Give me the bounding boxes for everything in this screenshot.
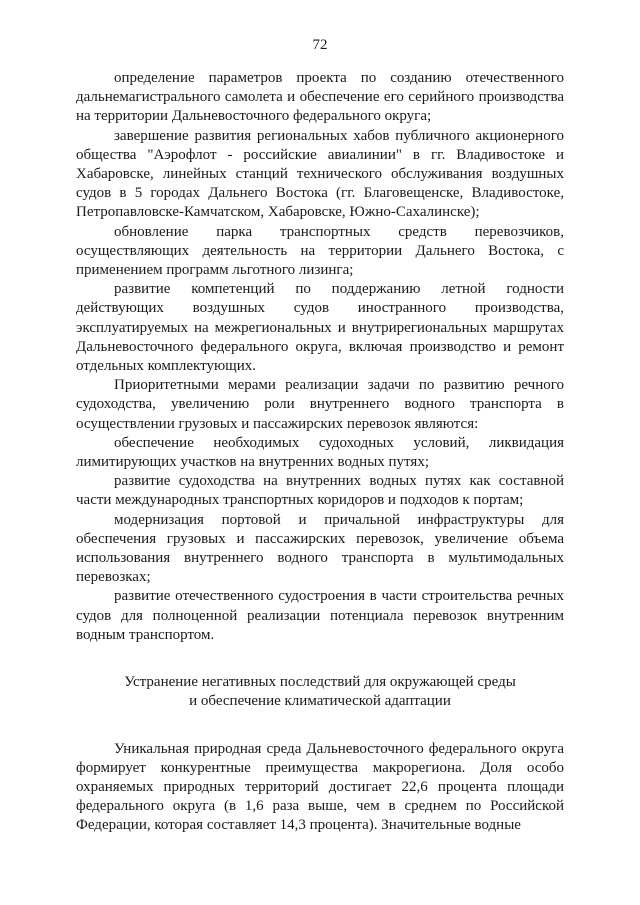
- paragraph: развитие отечественного судостроения в части строительства речных судов для полноценной реализации потенциала перевозок внутренним водным транспортом.: [76, 588, 564, 643]
- section-heading-line: и обеспечение климатической адаптации: [189, 693, 451, 710]
- paragraph: развитие компетенций по поддержанию летной годности действующих воздушных судов иностранного производства, эксплуатируемых на межрегиональных и внутрирегиональных маршрутах Дальневосточного федерального округа, включая производство и ремонт отдельных комплектующих.: [76, 281, 564, 375]
- paragraph: Уникальная природная среда Дальневосточного федерального округа формирует конкурентные преимущества макрорегиона. Доля особо охраняемых природных территорий достигает 22,6 процента площади федерального округа (в 1,6 раза выше, чем в среднем по Российской Федерации, которая составляет 14,3 процента). Значительные водные: [76, 740, 564, 834]
- document-body: [76, 69, 564, 836]
- paragraph: завершение развития региональных хабов публичного акционерного общества "Аэрофлот - российские авиалинии" в гг. Владивостоке и Хабаровске, линейных станций технического обслуживания воздушных судов в 5 городах Дальнего Востока (гг. Благовещенске, Владивостоке, Петропавловске-Камчатском, Хабаровске, Южно-Сахалинске);: [76, 127, 564, 221]
- paragraph: модернизация портовой и причальной инфраструктуры для обеспечения грузовых и пассажирских перевозок, увеличение объема использования внутреннего водного транспорта в мультимодальных перевозках;: [76, 511, 564, 586]
- paragraph: обновление парка транспортных средств перевозчиков, осуществляющих деятельность на территории Дальнего Востока, с применением программ льготного лизинга;: [76, 223, 564, 279]
- paragraph: определение параметров проекта по созданию отечественного дальнемагистрального самолета и обеспечение его серийного производства на территории Дальневосточного федерального округа;: [76, 70, 564, 125]
- paragraph: обеспечение необходимых судоходных условий, ликвидация лимитирующих участков на внутренних водных путях;: [76, 434, 564, 471]
- paragraph: развитие судоходства на внутренних водных путях как составной части международных транспортных коридоров и подходов к портам;: [76, 473, 564, 509]
- section-heading-line: Устранение негативных последствий для окружающей среды: [124, 674, 516, 691]
- paragraph: Приоритетными мерами реализации задачи по развитию речного судоходства, увеличению роли внутреннего водного транспорта в осуществлении грузовых и пассажирских перевозок являются:: [76, 377, 564, 432]
- section-heading: [76, 673, 564, 711]
- page-number: 72: [312, 37, 328, 53]
